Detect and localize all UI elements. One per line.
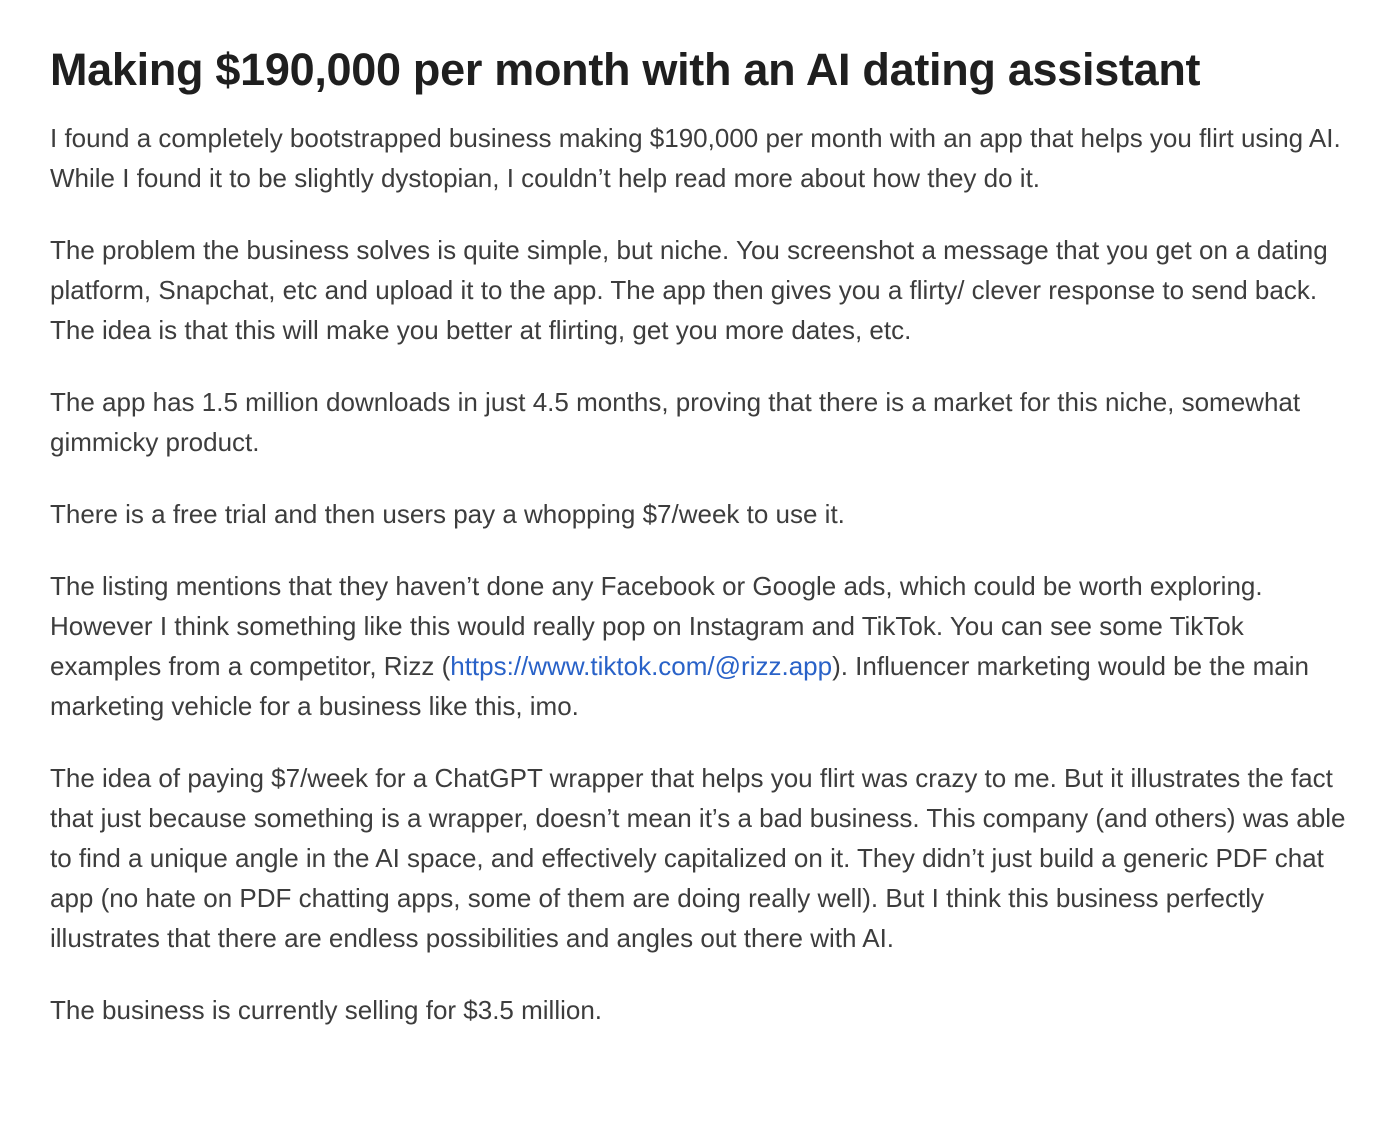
paragraph-problem: The problem the business solves is quite simple, but niche. You screenshot a message that you get on a dating platform, Snapchat, etc and upload it to the app. The app then gives you a flirty/ clever response to send back. The idea is that this will make you better at flirting, get you more dates, etc. xyxy=(50,235,1328,345)
paragraph-wrapper-opinion: The idea of paying $7/week for a ChatGPT wrapper that helps you flirt was crazy to me. But it illustrates the fact that just because something is a wrapper, doesn’t mean it’s a bad business. This company (and others) was able to find a unique angle in the AI space, and effectively capitalized on it. They didn’t just build a generic PDF chat app (no hate on PDF chatting apps, some of them are doing really well). But I think this business perfectly illustrates that there are endless possibilities and angles out there with AI. xyxy=(50,763,1346,953)
article-title: Making $190,000 per month with an AI dating assistant xyxy=(50,44,1201,95)
paragraph-sale-price: The business is currently selling for $3.5 million. xyxy=(50,995,603,1025)
paragraph-downloads: The app has 1.5 million downloads in just 4.5 months, proving that there is a market for this niche, somewhat gimmicky product. xyxy=(50,387,1301,457)
paragraph-marketing-text-before: The listing mentions that they haven’t done any Facebook or Google ads, which could be worth exploring. However I think something like this would really pop on Instagram and TikTok. You can see some TikTok examples from a competitor, Rizz ( xyxy=(50,571,1263,681)
paragraph-marketing xyxy=(50,566,1350,726)
paragraph-pricing: There is a free trial and then users pay a whopping $7/week to use it. xyxy=(50,499,845,529)
paragraph-intro: I found a completely bootstrapped business making $190,000 per month with an app that helps you flirt using AI. While I found it to be slightly dystopian, I couldn’t help read more about how they do it. xyxy=(50,123,1341,193)
rizz-tiktok-link[interactable]: https://www.tiktok.com/@rizz.app xyxy=(450,651,833,681)
article xyxy=(50,40,1350,1062)
paragraph-marketing-text-after: ). Influencer marketing would be the main marketing vehicle for a business like this, imo. xyxy=(50,651,1309,721)
